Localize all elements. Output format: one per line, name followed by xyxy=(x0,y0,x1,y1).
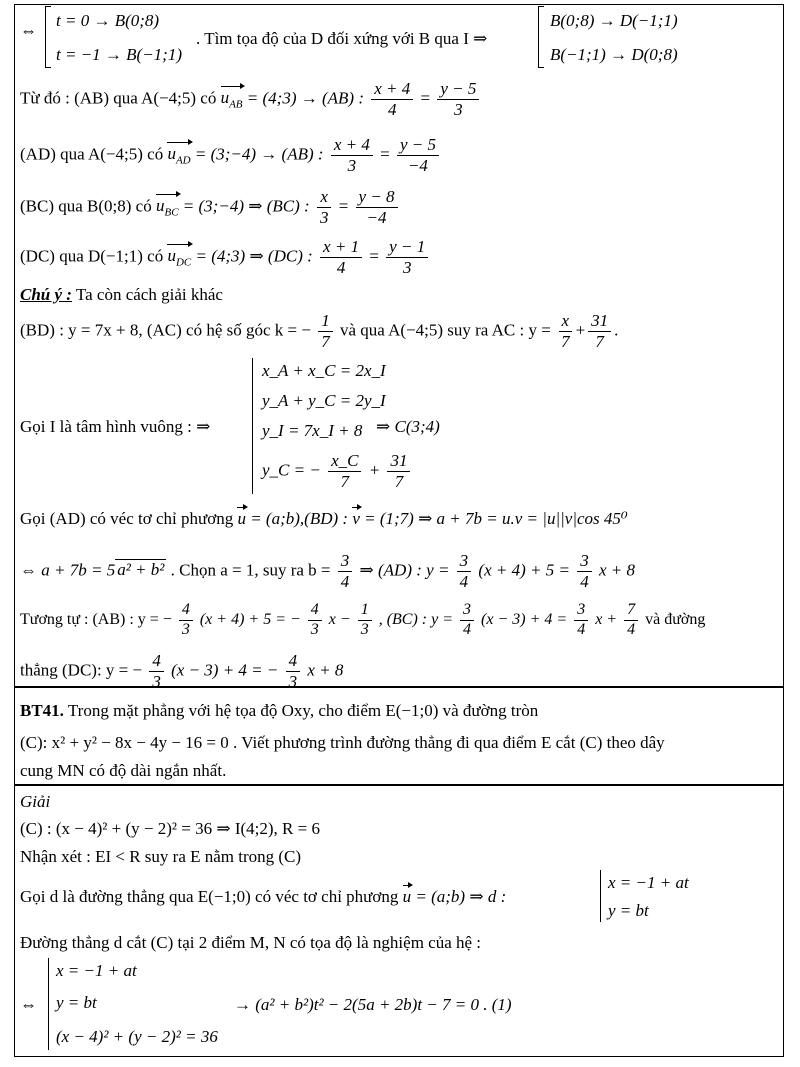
sys-row: y_A + y_C = 2y_I xyxy=(262,391,386,410)
line-ad-vector: Gọi (AD) có véc tơ chỉ phương u = (a;b),(BD) : v = (1;7) ⇒ a + 7b = u.v = |u||v|cos 45⁰ xyxy=(20,509,628,528)
sys-row: x_A + x_C = 2x_I xyxy=(262,361,386,380)
line-ab-bc: Tương tự : (AB) : y = − $\frac{4}{3}$ (x + 4) + 5 = − $\frac{4}{3}$ x − $\frac{1}{3}$ , (BC) : y = $\frac{3}{4}$ (x − 3) + 4 = $\frac{3}{4}$ x + $\frac{7}{4}$ và đường xyxy=(20,601,706,638)
iff-symbol: ⇔ xyxy=(20,21,37,40)
solution-heading: Giải xyxy=(20,792,51,811)
sys-row: x = −1 + at xyxy=(608,873,689,892)
case-b1: B(0;8) → D(−1;1) xyxy=(550,11,678,30)
solution-line: Gọi d là đường thẳng qua E(−1;0) có véc tơ chỉ phương u = (a;b) ⇒ d : xyxy=(20,887,507,906)
solution-line: Nhận xét : EI < R suy ra E nằm trong (C) xyxy=(20,847,302,866)
iff-symbol: ⇔ xyxy=(20,995,37,1014)
exercise-line: (C): x² + y² − 8x − 4y − 16 = 0 . Viết phương trình đường thẳng đi qua điểm E cắt (C) theo dây xyxy=(20,733,665,752)
line-dc-result: thẳng (DC): y = − $\frac{4}{3}$ (x − 3) + 4 = − $\frac{4}{3}$ x + 8 xyxy=(20,651,344,691)
quadratic-result: → (a² + b²)t² − 2(5a + 2b)t − 7 = 0 . (1) xyxy=(234,995,512,1014)
case-t-1: t = −1 → B(−1;1) xyxy=(56,45,183,64)
vector-u: $u_{AD}$ xyxy=(167,144,191,167)
sys-row: y_I = 7x_I + 8 xyxy=(262,421,363,440)
note: Chú ý : Ta còn cách giải khác xyxy=(20,285,223,304)
result-c: ⇒ C(3;4) xyxy=(376,417,440,436)
line-ad-result: ⇔ a + 7b = 5 a² + b² . Chọn a = 1, suy ra b = $\frac{3}{4}$ ⇒ (AD) : y = $\frac{3}{4}$ (x + 4) + 5 = $\frac{3}{4}$ x + 8 xyxy=(20,551,635,591)
vector-u: $u_{DC}$ xyxy=(167,246,192,269)
square-center-label: Gọi I là tâm hình vuông : ⇒ xyxy=(20,417,211,436)
system-brace xyxy=(48,958,49,1050)
vector-u: $u_{AB}$ xyxy=(220,88,243,111)
vector-u: $u_{BC}$ xyxy=(155,196,179,219)
line-bd-ac: (BD) : y = 7x + 8, (AC) có hệ số góc k = − $\frac{1}{7}$ và qua A(−4;5) suy ra AC : y = $\frac{x}{7}$ + $\frac{31}{7}$ . xyxy=(20,311,619,351)
line-dc: (DC) qua D(−1;1) có $u_{DC}$ = (4;3) ⇒ (DC) : $\frac{x + 1}{4}$ = $\frac{y - 1}{3}$ xyxy=(20,238,431,277)
sys-row: y = bt xyxy=(608,901,649,920)
system-brace xyxy=(600,870,601,922)
line-ad: (AD) qua A(−4;5) có $u_{AD}$ = (3;−4) → (AB) : $\frac{x + 4}{3}$ = $\frac{y - 5}{-4}$ xyxy=(20,136,442,175)
bracket-right xyxy=(538,6,544,68)
case-t0: t = 0 → B(0;8) xyxy=(56,11,160,30)
line-ab: Từ đó : (AB) qua A(−4;5) có $u_{AB}$ = (4;3) → (AB) : $\frac{x + 4}{4}$ = $\frac{y - 5}{3}$ xyxy=(20,80,482,119)
sys-row: (x − 4)² + (y − 2)² = 36 xyxy=(56,1027,218,1046)
exercise-line: cung MN có độ dài ngắn nhất. xyxy=(20,761,227,780)
exercise-line: BT41. Trong mặt phẳng với hệ tọa độ Oxy, cho điểm E(−1;0) và đường tròn xyxy=(20,701,539,720)
bracket-left xyxy=(45,6,51,68)
sys-row: x = −1 + at xyxy=(56,961,137,980)
exercise-title: BT41. xyxy=(20,701,64,720)
solution-line: (C) : (x − 4)² + (y − 2)² = 36 ⇒ I(4;2), R = 6 xyxy=(20,819,320,838)
case-b2: B(−1;1) → D(0;8) xyxy=(550,45,678,64)
sys-row: y_C = − $\frac{x\_C}{7}$ + $\frac{31}{7}$ xyxy=(262,452,413,491)
system-brace xyxy=(252,358,253,494)
line-bc: (BC) qua B(0;8) có $u_{BC}$ = (3;−4) ⇒ (BC) : $\frac{x}{3}$ = $\frac{y - 8}{-4}$ xyxy=(20,188,401,227)
line1-text: . Tìm tọa độ của D đối xứng với B qua I ⇒ xyxy=(196,29,488,48)
solution-line: Đường thẳng d cắt (C) tại 2 điểm M, N có tọa độ là nghiệm của hệ : xyxy=(20,933,482,952)
sys-row: y = bt xyxy=(56,993,97,1012)
